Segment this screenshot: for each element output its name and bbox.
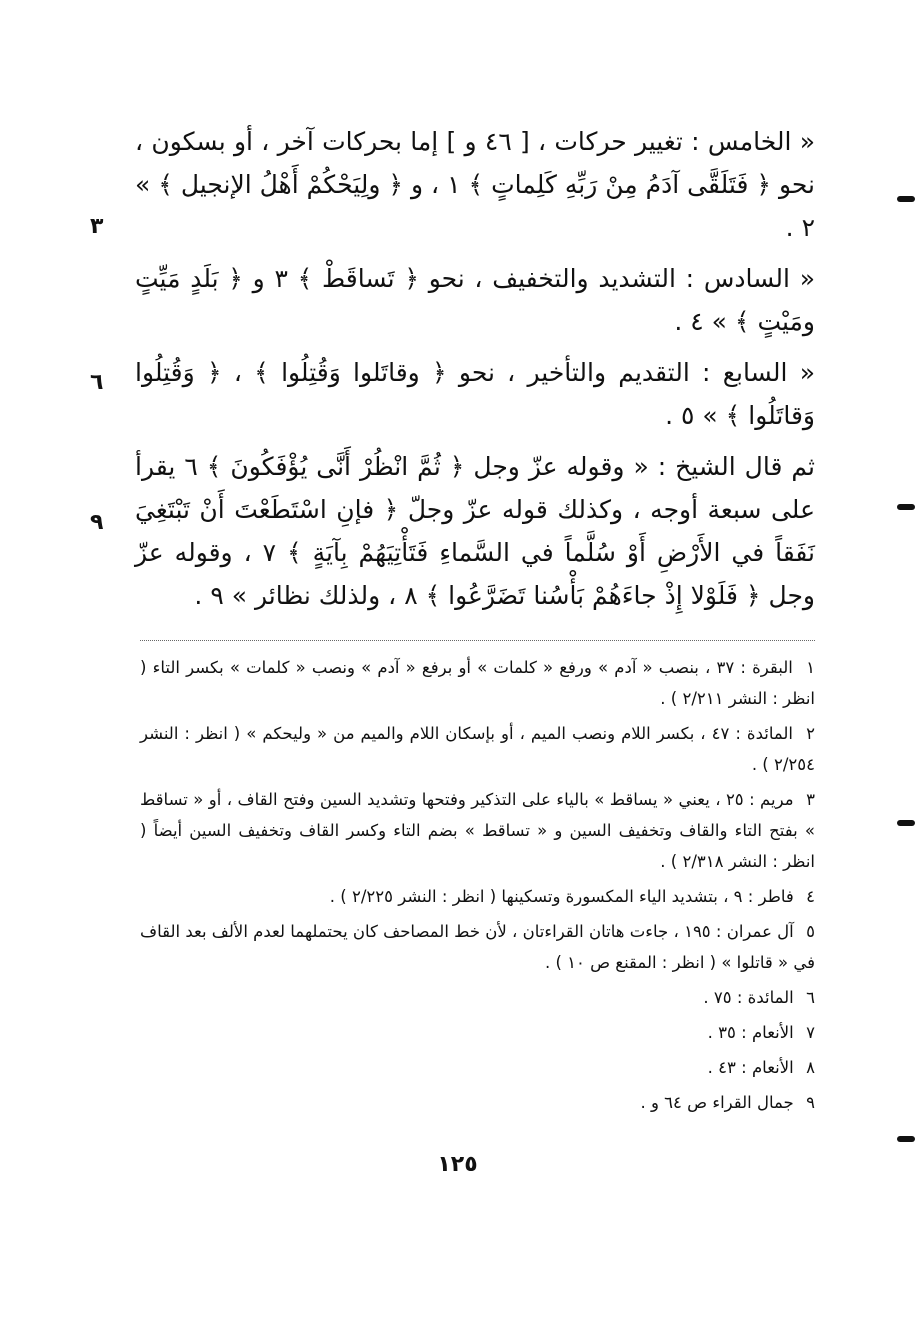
footnote-text: البقرة : ٣٧ ، بنصب « آدم » ورفع « كلمات » أو برفع « آدم » ونصب « كلمات » بكسر التاء ( انظر : النشر ٢/٢١١ ) . [140,658,815,708]
footnote-number: ٣ [806,790,815,809]
footnote-text: الأنعام : ٣٥ . [707,1023,794,1042]
footnote-text: فاطر : ٩ ، بتشديد الياء المكسورة وتسكينها ( انظر : النشر ٢/٢٢٥ ) . [329,887,794,906]
footnote-item [140,1052,815,1083]
footnote-number: ٧ [806,1023,815,1042]
margin-tab-mark [897,820,915,826]
margin-tab-mark [897,1136,915,1142]
margin-tab-mark [897,504,915,510]
footnote-number: ٤ [806,887,815,906]
footnote-number: ١ [806,658,815,677]
main-text [135,110,815,625]
footnote-item [140,784,815,877]
footnote-item [140,652,815,714]
footnote-item [140,916,815,978]
footnote-number: ٩ [806,1093,815,1112]
line-number-9: ٩ [90,510,104,535]
page-number: ١٢٥ [437,1152,478,1177]
footnote-item [140,881,815,912]
line-number-3: ٣ [90,214,104,239]
footnote-separator [140,640,815,641]
footnote-item [140,1087,815,1118]
paragraph-fifth-rule: « الخامس : تغيير حركات ، [ ٤٦ و ] إما بحركات آخر ، أو بسكون ، نحو ﴿ فَتَلَقَّى آدَمُ مِنْ رَبِّهِ كَلِماتٍ ﴾ ١ ، و ﴿ ولِيَحْكُمْ أَهْلُ الإنجيل ﴾ » ٢ . [135,127,815,242]
paragraph-shaykh-quote: ثم قال الشيخ : « وقوله عزّ وجل ﴿ ثُمَّ انْظُرْ أَنَّى يُؤْفَكُونَ ﴾ ٦ يقرأ على سبعة أوجه ، وكذلك قوله عزّ وجلّ ﴿ فإنِ اسْتَطَعْتَ أَنْ تَبْتَغِيَ نَفَقاً في الأَرْضِ أَوْ سُلَّماً في السَّماءِ فَتَأْتِيَهُمْ بِآيَةٍ ﴾ ٧ ، وقوله عزّ وجل ﴿ فَلَوْلا إِذْ جاءَهُمْ بَأْسُنا تَضَرَّعُوا ﴾ ٨ ، ولذلك نظائر » ٩ . [135,452,815,610]
footnote-number: ٥ [806,922,815,941]
footnote-text: المائدة : ٤٧ ، بكسر اللام ونصب الميم ، أو بإسكان اللام والميم من « وليحكم » ( انظر : النشر ٢/٢٥٤ ) . [140,724,815,774]
footnote-text: مريم : ٢٥ ، يعني « يساقط » بالياء على التذكير وفتحها وتشديد السين وفتح القاف ، أو « تساقط » بفتح التاء والقاف وتخفيف السين و « تساقط » بضم التاء وكسر القاف وتخفيف السين أيضاً ( انظر : النشر ٢/٣١٨ ) . [140,790,815,871]
footnote-number: ٨ [806,1058,815,1077]
footnote-text: الأنعام : ٤٣ . [707,1058,794,1077]
footnote-item [140,1017,815,1048]
paragraph-sixth-rule: « السادس : التشديد والتخفيف ، نحو ﴿ تَساقَطْ ﴾ ٣ و ﴿ بَلَدٍ مَيِّتٍ ومَيْتٍ ﴾ » ٤ . [135,264,815,336]
footnote-item [140,718,815,780]
line-number-6: ٦ [90,370,104,395]
footnote-text: المائدة : ٧٥ . [703,988,794,1007]
paragraph-seventh-rule: « السابع : التقديم والتأخير ، نحو ﴿ وقاتَلوا وَقُتِلُوا ﴾ ، ﴿ وَقُتِلُوا وَقاتَلُوا ﴾ » ٥ . [135,358,815,430]
footnote-number: ٦ [806,988,815,1007]
footnotes [140,652,815,1122]
footnote-item [140,982,815,1013]
footnote-number: ٢ [806,724,816,743]
margin-tab-mark [897,196,915,202]
footnote-text: آل عمران : ١٩٥ ، جاءت هاتان القراءتان ، لأن خط المصاحف كان يحتملهما لعدم الألف بعد القاف في « قاتلوا » ( انظر : المقنع ص ١٠ ) . [140,922,815,972]
footnote-text: جمال القراء ص ٦٤ و . [640,1093,794,1112]
